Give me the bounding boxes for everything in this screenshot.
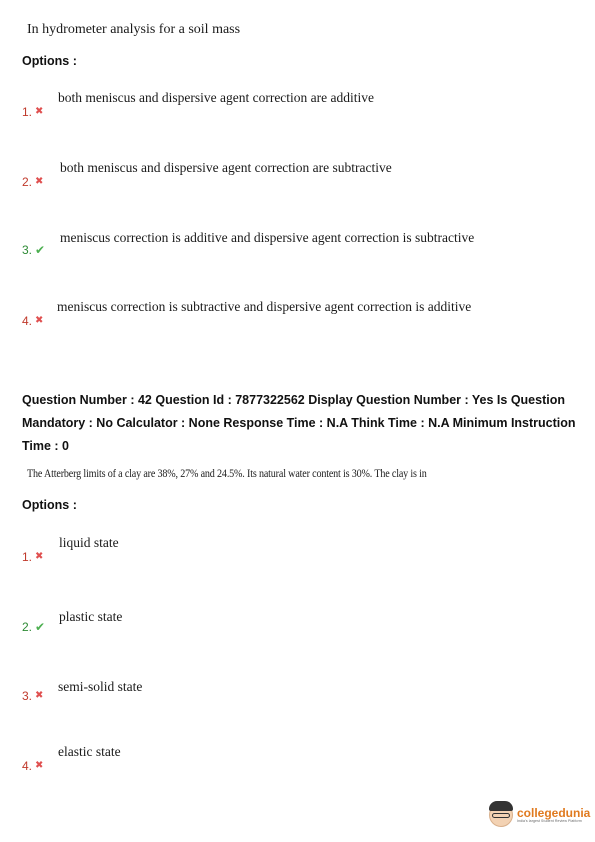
question-text: In hydrometer analysis for a soil mass: [27, 22, 241, 37]
option-text: liquid state: [59, 535, 119, 550]
option-number: [22, 243, 45, 257]
option-number: [22, 314, 43, 328]
cross-icon: ✖: [35, 176, 44, 187]
options-label: Options :: [22, 54, 77, 68]
cross-icon: ✖: [35, 106, 44, 117]
option-number: [22, 759, 43, 773]
option-text: plastic state: [59, 609, 123, 624]
mascot-icon: [489, 803, 513, 827]
option-number-text: 2.: [22, 175, 33, 189]
collegedunia-logo: [489, 803, 590, 827]
option-text: elastic state: [58, 744, 121, 759]
check-icon: ✔: [35, 620, 46, 634]
option-number-text: 3.: [22, 689, 33, 703]
cross-icon: ✖: [35, 551, 44, 562]
option-number: [22, 620, 45, 634]
logo-name: collegedunia: [517, 806, 591, 820]
question-text: The Atterberg limits of a clay are 38%, 27% and 24.5%. Its natural water content is 30%. The clay is in: [27, 468, 427, 480]
option-text: semi-solid state: [58, 679, 143, 694]
option-number-text: 1.: [22, 105, 33, 119]
option-number: [22, 689, 43, 703]
options-label: Options :: [22, 498, 77, 512]
check-icon: ✔: [35, 243, 46, 257]
cross-icon: ✖: [35, 690, 44, 701]
option-number: [22, 175, 43, 189]
question-metadata: Question Number : 42 Question Id : 7877322562 Display Question Number : Yes Is Question Mandatory : No Calculator : None Response Time : N.A Think Time : N.A Minimum Instruction Time : 0: [22, 393, 576, 453]
option-text: meniscus correction is additive and dispersive agent correction is subtractive: [60, 230, 475, 245]
option-number-text: 1.: [22, 550, 33, 564]
option-number-text: 2.: [22, 620, 33, 634]
option-text: meniscus correction is subtractive and dispersive agent correction is additive: [57, 299, 472, 314]
option-number-text: 3.: [22, 243, 33, 257]
logo-tagline: India's largest Student Review Platform: [517, 819, 582, 823]
option-text: both meniscus and dispersive agent correction are subtractive: [60, 160, 392, 175]
option-number: [22, 550, 43, 564]
cross-icon: ✖: [35, 315, 44, 326]
option-number-text: 4.: [22, 314, 33, 328]
cross-icon: ✖: [35, 760, 44, 771]
option-number: [22, 105, 43, 119]
option-text: both meniscus and dispersive agent correction are additive: [58, 90, 375, 105]
option-number-text: 4.: [22, 759, 33, 773]
